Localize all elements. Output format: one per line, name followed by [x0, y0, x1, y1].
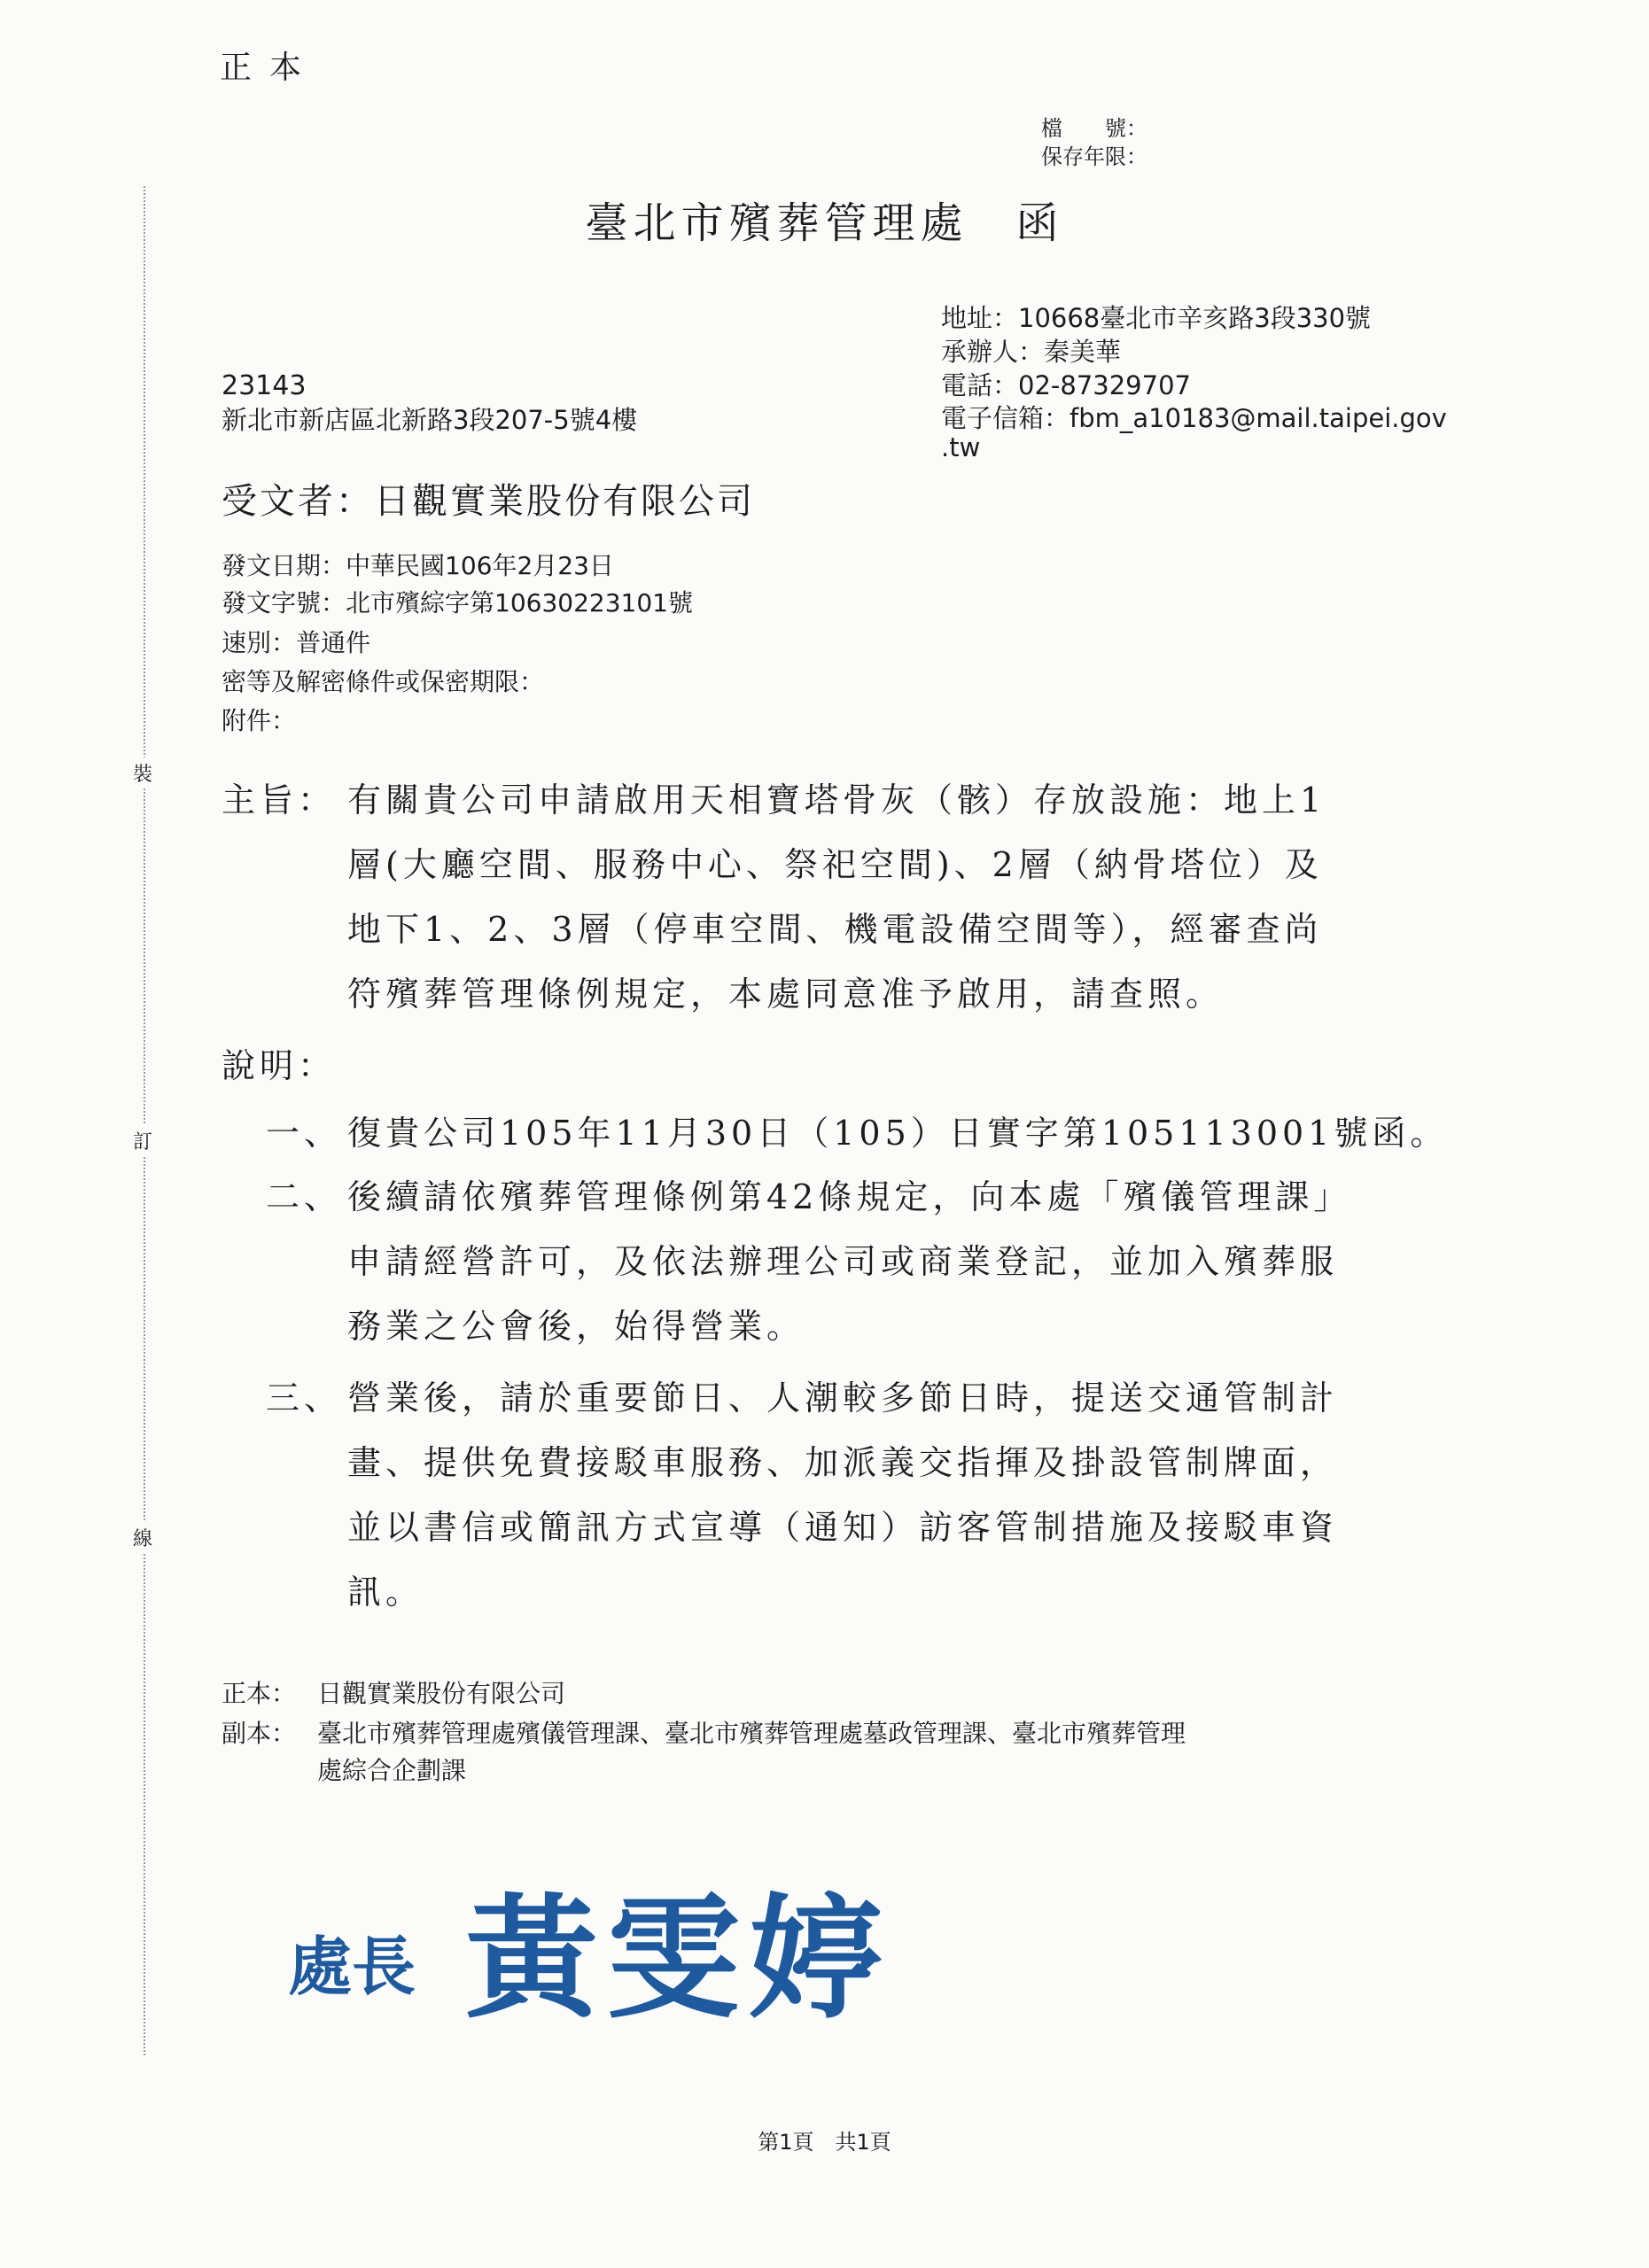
subject-line: 有關貴公司申請啟用天相寶塔骨灰（骸）存放設施：地上1: [347, 781, 1326, 819]
recipient-zip: 23143: [222, 370, 307, 401]
binding-mark: 訂: [133, 1125, 152, 1156]
secrecy-level: 密等及解密條件或保密期限：: [222, 667, 545, 696]
carbon-copy-line: 處綜合企劃課: [317, 1756, 467, 1785]
subject-line: 地下1、2、3層（停車空間、機電設備空間等），經審查尚: [347, 910, 1323, 949]
recipient-address: 新北市新店區北新路3段207-5號4樓: [222, 405, 638, 435]
addressee: 受文者：日觀實業股份有限公司: [222, 481, 755, 522]
main-recipient-label: 正本：: [222, 1679, 297, 1708]
explanation-item-line: 務業之公會後，始得營業。: [347, 1307, 805, 1346]
explanation-item-line: 復貴公司105年11月30日（105）日實字第105113001號函。: [347, 1114, 1449, 1153]
explanation-label: 說明：: [222, 1046, 337, 1085]
binding-mark: 線: [133, 1522, 152, 1553]
explanation-item-line: 畫、提供免費接駁車服務、加派義交指揮及掛設管制牌面，: [347, 1443, 1339, 1482]
signature-title: 處長: [288, 1929, 416, 2004]
carbon-copy-line: 臺北市殯葬管理處殯儀管理課、臺北市殯葬管理處墓政管理課、臺北市殯葬管理: [317, 1719, 1186, 1748]
explanation-item-line: 後續請依殯葬管理條例第42條規定，向本處「殯儀管理課」: [347, 1177, 1352, 1216]
carbon-copy-label: 副本：: [222, 1719, 297, 1748]
subject-label: 主旨：: [222, 781, 337, 819]
explanation-item-line: 並以書信或簡訊方式宣導（通知）訪客管制措施及接駁車資: [347, 1508, 1339, 1547]
main-recipient-value: 日觀實業股份有限公司: [317, 1679, 566, 1708]
retention-period-label: 保存年限：: [1041, 144, 1147, 169]
page-number: 第1頁 共1頁: [758, 2130, 891, 2155]
explanation-item-number: 三、: [266, 1379, 343, 1418]
subject-line: 符殯葬管理條例規定，本處同意准予啟用，請查照。: [347, 975, 1225, 1014]
explanation-item-line: 訊。: [347, 1573, 424, 1612]
explanation-item-line: 申請經營許可，及依法辦理公司或商業登記，並加入殯葬服: [347, 1242, 1339, 1281]
signature-name: 黃雯婷: [465, 1881, 891, 2029]
explanation-item-number: 一、: [266, 1114, 343, 1153]
sender-phone: 電話：02-87329707: [941, 370, 1191, 400]
subject-line: 層(大廳空間、服務中心、祭祀空間)、2層（納骨塔位）及: [347, 845, 1323, 884]
binding-mark: 裝: [133, 757, 152, 788]
file-number-label: 檔 號：: [1041, 116, 1147, 141]
sender-email: 電子信箱：fbm_a10183@mail.taipei.gov: [941, 403, 1447, 433]
explanation-item-line: 營業後，請於重要節日、人潮較多節日時，提送交通管制計: [347, 1379, 1339, 1418]
explanation-item-number: 二、: [266, 1177, 343, 1216]
sender-address: 地址：10668臺北市辛亥路3段330號: [941, 303, 1372, 333]
delivery-speed: 速別：普通件: [222, 628, 371, 657]
attachments: 附件：: [222, 706, 297, 735]
sender-email-continued: .tw: [941, 432, 981, 462]
sender-contact-person: 承辦人：秦美華: [941, 337, 1122, 367]
signature-stamp: [288, 1865, 926, 2029]
issue-date: 發文日期：中華民國106年2月23日: [222, 551, 614, 580]
binding-margin-line: [144, 186, 145, 2055]
document-number: 發文字號：北市殯綜字第10630223101號: [222, 588, 693, 617]
page-title: 臺北市殯葬管理處 函: [585, 198, 1064, 248]
copy-type-label: 正本: [220, 50, 320, 86]
